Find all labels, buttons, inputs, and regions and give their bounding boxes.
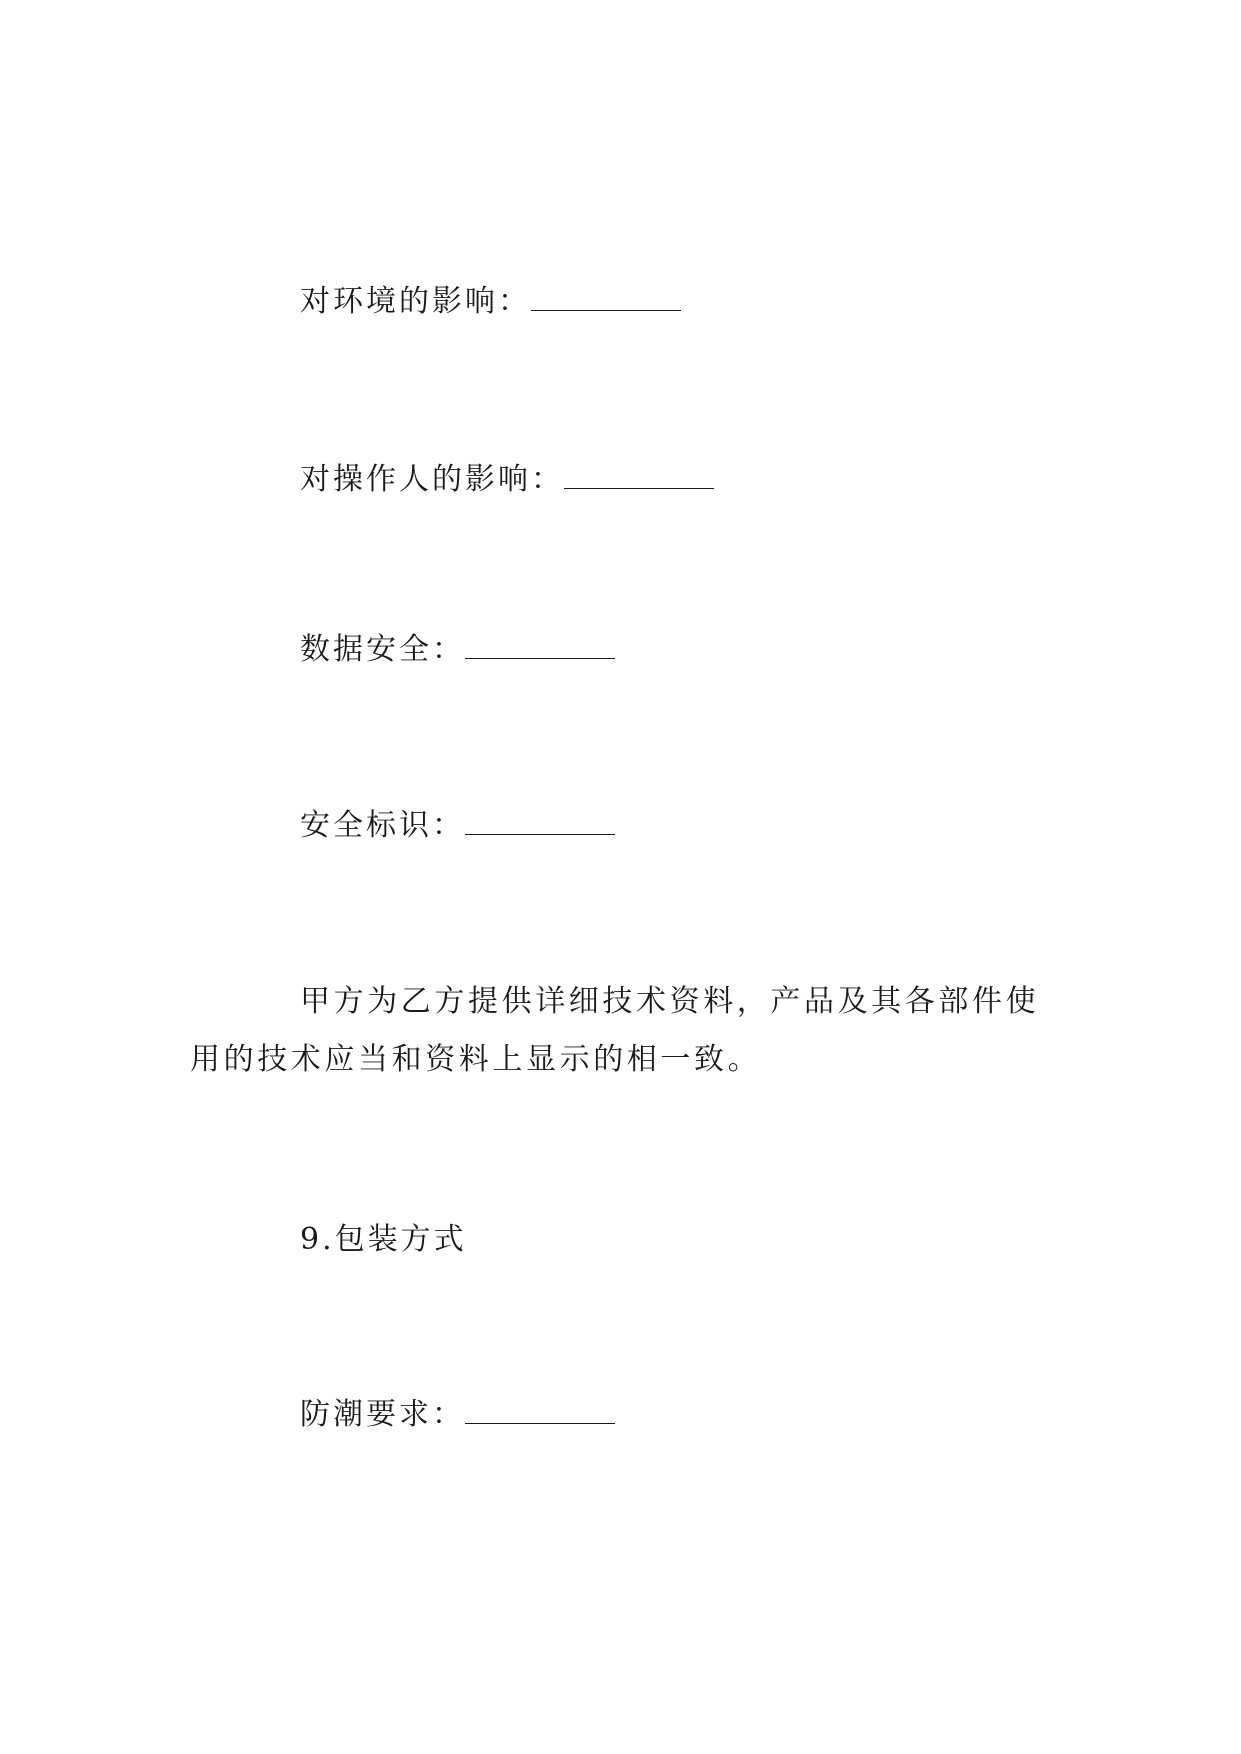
field-label: 安全标识： <box>300 808 465 843</box>
field-safety-marking <box>300 808 615 844</box>
field-label: 对操作人的影响： <box>300 462 564 497</box>
fill-in-blank <box>465 1397 615 1424</box>
field-data-security <box>300 632 615 668</box>
field-operator-impact <box>300 462 714 498</box>
technical-documentation-paragraph: 甲方为乙方提供详细技术资料，产品及其各部件使用的技术应当和资料上显示的相一致。 <box>190 984 1040 1077</box>
field-label: 防潮要求： <box>300 1397 465 1432</box>
fill-in-blank <box>465 808 615 835</box>
fill-in-blank <box>465 632 615 659</box>
fill-in-blank <box>564 462 714 489</box>
field-label: 对环境的影响： <box>300 284 531 319</box>
field-environment-impact <box>300 284 681 320</box>
field-moisture-requirement <box>300 1397 615 1433</box>
fill-in-blank <box>531 284 681 311</box>
section-heading-packaging: 9.包装方式 <box>300 1222 467 1257</box>
field-label: 数据安全： <box>300 632 465 667</box>
